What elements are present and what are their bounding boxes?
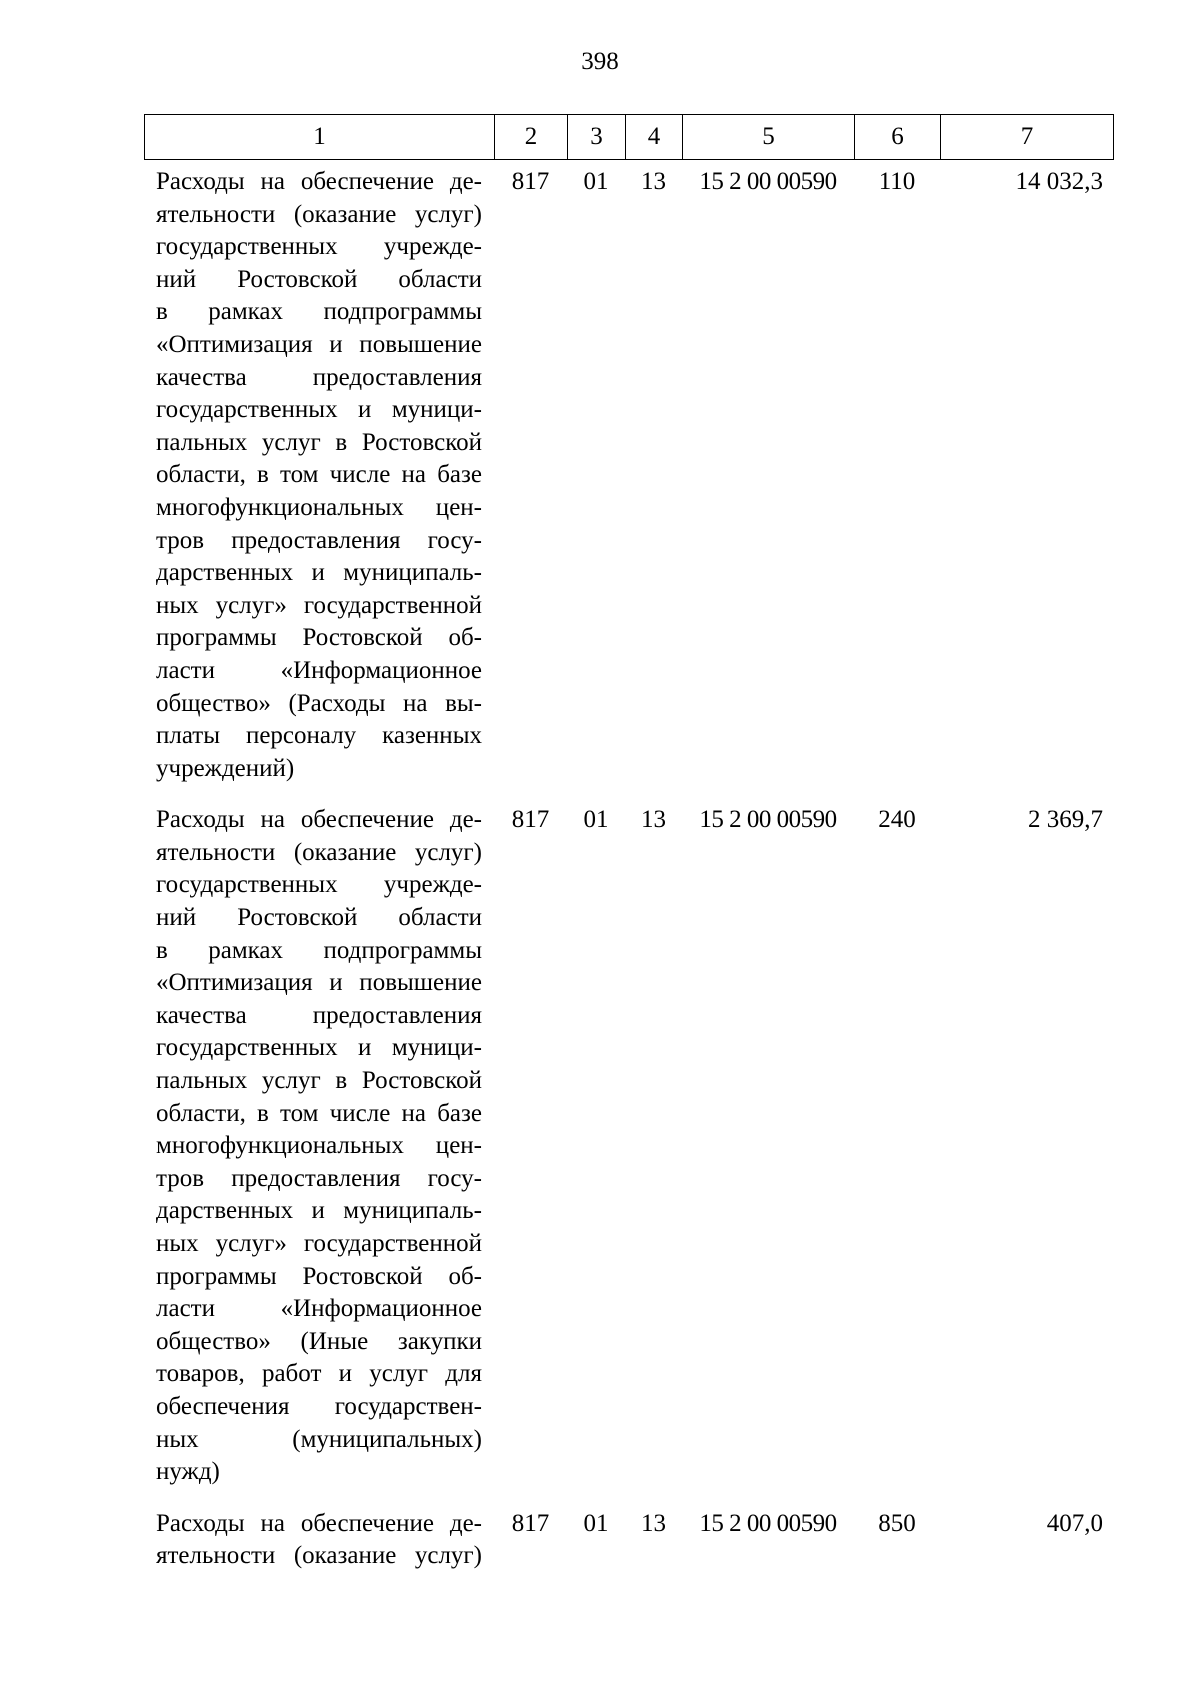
column-header-2: 2 [495, 115, 568, 160]
cell-amount: 14 032,3 [1015, 168, 1103, 195]
row-description [144, 161, 494, 785]
description-line: Расходы на обеспечение де- [156, 168, 482, 195]
description-line: ний Ростовской области [156, 265, 482, 293]
description-line: нужд) [156, 1458, 220, 1486]
row-description [144, 799, 494, 1488]
description-line: дарственных и муниципаль- [156, 1197, 482, 1225]
cell-amount: 2 369,7 [1028, 806, 1103, 834]
description-line: общество» (Расходы на вы- [156, 689, 482, 717]
description-line: ний Ростовской области [156, 904, 482, 932]
cell-section-code: 01 [583, 806, 609, 834]
description-line: пальных услуг в Ростовской [156, 1067, 482, 1095]
page-number: 398 [581, 48, 619, 75]
cell-section-code: 01 [583, 168, 609, 195]
description-line: в рамках подпрограммы [156, 298, 482, 326]
description-line: платы персоналу казенных [156, 722, 482, 750]
description-line: качества предоставления [156, 1001, 482, 1029]
column-header-5: 5 [683, 115, 855, 160]
description-line: ласти «Информационное [156, 656, 482, 684]
description-line: ласти «Информационное [156, 1295, 482, 1323]
row-description [144, 1503, 494, 1573]
description-line: общество» (Иные закупки [156, 1327, 482, 1355]
column-header-row [145, 115, 1114, 160]
cell-subsection-code: 13 [641, 806, 666, 834]
column-header-4: 4 [626, 115, 683, 160]
description-line: учреждений) [156, 754, 295, 782]
cell-expense-type: 850 [878, 1509, 916, 1537]
description-line: «Оптимизация и повышение [156, 330, 482, 358]
description-line: обеспечения государствен- [156, 1392, 482, 1420]
description-line: ных услуг» государственной [156, 1230, 482, 1257]
cell-expense-type: 110 [878, 168, 916, 195]
cell-subsection-code: 13 [641, 1509, 666, 1537]
description-line: качества предоставления [156, 363, 482, 391]
description-line: программы Ростовской об- [156, 624, 482, 652]
cell-section-code: 01 [583, 1509, 609, 1537]
cell-target-article: 15 2 00 00590 [699, 1509, 837, 1537]
column-header-table [144, 114, 1114, 160]
description-line: многофункциональных цен- [156, 493, 482, 521]
description-line: товаров, работ и услуг для [156, 1360, 482, 1388]
description-line: «Оптимизация и повышение [156, 969, 482, 997]
description-line: государственных учрежде- [156, 871, 482, 899]
table-body [144, 161, 1123, 1587]
description-line: ятельности (оказание услуг) [156, 1542, 482, 1570]
cell-ministry-code: 817 [511, 806, 550, 834]
description-line: ятельности (оказание услуг) [156, 838, 482, 866]
description-line: программы Ростовской об- [156, 1262, 482, 1290]
description-line: государственных учрежде- [156, 233, 482, 261]
description-line: многофункциональных цен- [156, 1132, 482, 1160]
description-line: Расходы на обеспечение де- [156, 1509, 482, 1537]
cell-target-article: 15 2 00 00590 [699, 168, 837, 195]
description-line: тров предоставления госу- [156, 526, 482, 554]
table-row [144, 799, 1123, 1488]
description-line: государственных и муници- [156, 396, 482, 424]
description-line: ных (муниципальных) [156, 1425, 482, 1453]
description-line: в рамках подпрограммы [156, 936, 482, 964]
description-line: государственных и муници- [156, 1034, 482, 1062]
description-line: Расходы на обеспечение де- [156, 806, 482, 834]
column-header-3: 3 [568, 115, 626, 160]
cell-ministry-code: 817 [511, 168, 550, 195]
description-line: ятельности (оказание услуг) [156, 200, 482, 228]
cell-target-article: 15 2 00 00590 [699, 806, 837, 834]
description-line: ных услуг» государственной [156, 591, 482, 619]
cell-amount: 407,0 [1046, 1509, 1103, 1537]
cell-subsection-code: 13 [641, 168, 666, 195]
description-line: дарственных и муниципаль- [156, 559, 482, 587]
description-line: области, в том числе на базе [156, 1099, 482, 1127]
cell-expense-type: 240 [878, 806, 916, 834]
description-line: области, в том числе на базе [156, 461, 482, 489]
column-header-6: 6 [855, 115, 941, 160]
table-row [144, 161, 1123, 785]
column-header-1: 1 [145, 115, 495, 160]
column-header-7: 7 [941, 115, 1114, 160]
description-line: тров предоставления госу- [156, 1164, 482, 1192]
description-line: пальных услуг в Ростовской [156, 428, 482, 456]
cell-ministry-code: 817 [511, 1509, 550, 1537]
table-row [144, 1503, 1123, 1573]
